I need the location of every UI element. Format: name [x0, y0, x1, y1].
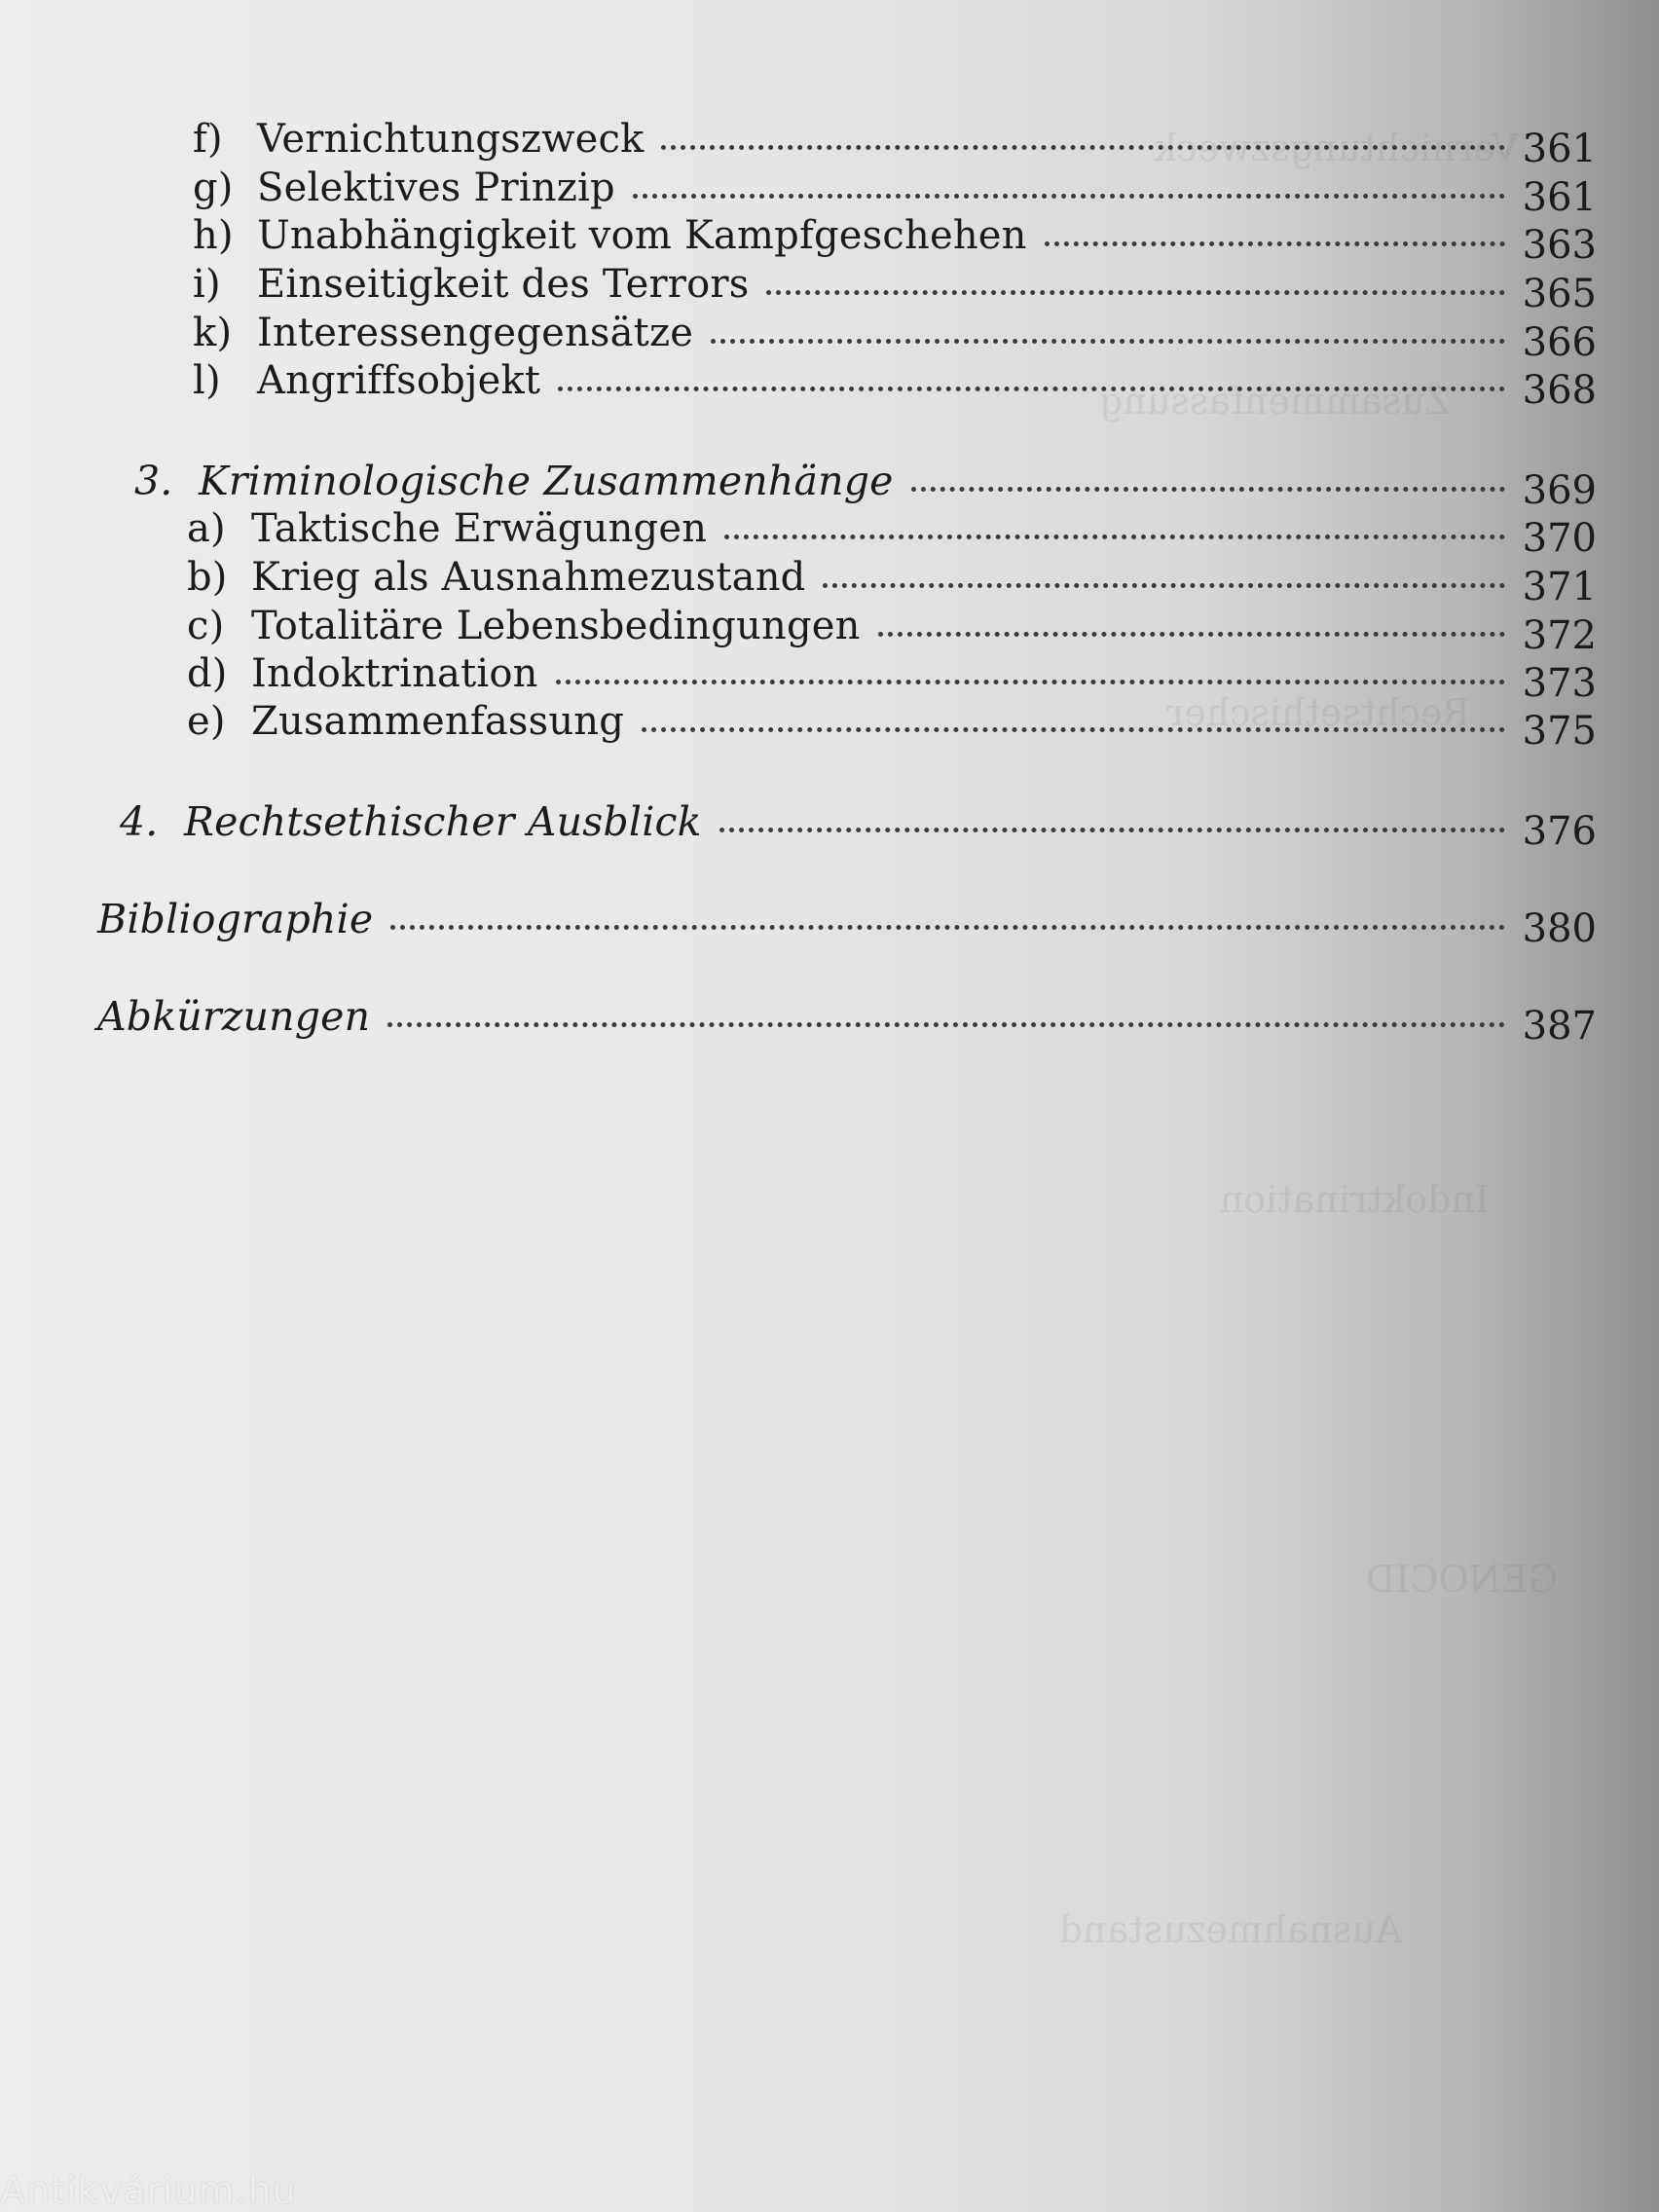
page-number: 370 [1522, 516, 1597, 561]
toc-entry-d [187, 646, 1597, 706]
toc-entry-label: a) Taktische Erwägungen [187, 506, 708, 551]
dot-leader [724, 535, 1505, 539]
toc-entry-f [193, 112, 1597, 171]
toc-entry-label: i) Einseitigkeit des Terrors [193, 262, 750, 307]
toc-entry-i [193, 257, 1597, 316]
toc-entry-label: e) Zusammenfassung [187, 699, 625, 744]
toc-abkuerzungen [97, 989, 1597, 1049]
page-number: 375 [1522, 709, 1597, 754]
toc-section-label: Bibliographie [97, 896, 374, 942]
toc-entry-label: f) Vernichtungszweck [193, 117, 645, 162]
dot-leader [633, 194, 1505, 199]
dot-leader [711, 339, 1505, 344]
page-number: 363 [1522, 223, 1597, 268]
page-number: 373 [1522, 661, 1597, 706]
dot-leader [558, 387, 1505, 391]
dot-leader [387, 1022, 1505, 1027]
page-number: 369 [1522, 468, 1597, 513]
toc-entry-label: b) Krieg als Ausnahmezustand [187, 555, 806, 600]
toc-section-label: 4. Rechtsethischer Ausblick [120, 798, 702, 845]
page-number: 366 [1522, 320, 1597, 365]
toc-entry-a [187, 501, 1597, 561]
toc-section-4 [120, 794, 1597, 854]
page-number: 365 [1522, 272, 1597, 316]
dot-leader [390, 925, 1505, 930]
toc-entry-e [187, 694, 1597, 754]
toc-bibliographie [97, 892, 1597, 951]
dot-leader [1045, 241, 1505, 246]
page-number: 361 [1522, 175, 1597, 220]
toc-entry-label: l) Angriffsobjekt [193, 358, 541, 403]
toc-entry-h [193, 208, 1597, 268]
page-number: 380 [1522, 906, 1597, 951]
watermark: Antikvárium.hu [0, 2169, 297, 2212]
dot-leader [719, 828, 1505, 832]
toc-entry-label: d) Indoktrination [187, 651, 538, 696]
page-number: 368 [1522, 368, 1597, 413]
toc-entry-b [187, 550, 1597, 609]
toc-entry-label: h) Unabhängigkeit vom Kampfgeschehen [193, 213, 1027, 258]
dot-leader [766, 290, 1505, 295]
toc-entry-c [187, 599, 1597, 658]
reverse-page-bleedthrough: Vernichtungszweck Zusammenfassung Rechtsethischer Indoktrination GENOCID Ausnahmezustand [1058, 127, 1558, 1951]
page-number: 372 [1522, 613, 1597, 658]
dot-leader [556, 680, 1505, 684]
toc-entry-label: c) Totalitäre Lebensbedingungen [187, 604, 861, 648]
dot-leader [911, 487, 1505, 492]
toc-section-label: Abkürzungen [97, 993, 371, 1040]
page-number: 376 [1522, 809, 1597, 854]
dot-leader [878, 632, 1505, 637]
page-number: 387 [1522, 1004, 1597, 1049]
toc-entry-l [193, 353, 1597, 413]
dot-leader [823, 583, 1505, 588]
dot-leader [661, 145, 1505, 150]
toc-entry-label: k) Interessengegensätze [193, 311, 694, 355]
toc-entry-g [193, 161, 1597, 220]
dot-leader [642, 727, 1505, 732]
page-number: 371 [1522, 565, 1597, 609]
toc-section-label: 3. Kriminologische Zusammenhänge [134, 458, 894, 504]
toc-entry-label: g) Selektives Prinzip [193, 166, 615, 210]
toc-section-3 [134, 454, 1597, 513]
page-number: 361 [1522, 127, 1597, 171]
toc-entry-k [193, 306, 1597, 365]
